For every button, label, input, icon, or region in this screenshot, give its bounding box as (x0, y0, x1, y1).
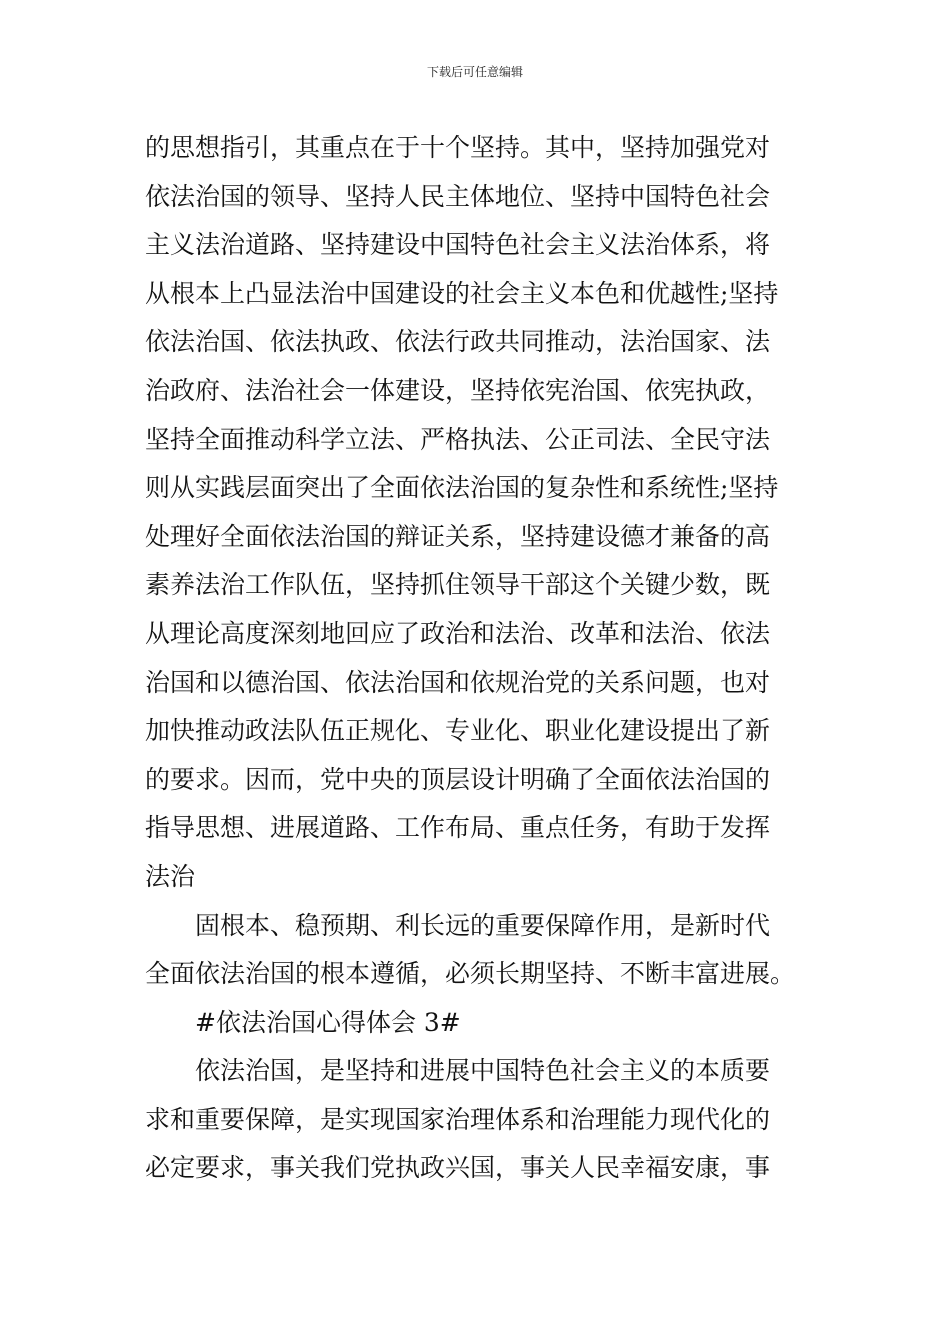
text-line: 从理论高度深刻地回应了政治和法治、改革和法治、依法 (145, 618, 771, 648)
text-line: 坚持全面推动科学立法、严格执法、公正司法、全民守法 (145, 424, 771, 454)
text-line: 的要求。因而，党中央的顶层设计明确了全面依法治国的 (145, 764, 771, 794)
text-line: 必定要求，事关我们党执政兴国，事关人民幸福安康，事 (145, 1153, 771, 1183)
text-line: 求和重要保障，是实现国家治理体系和治理能力现代化的 (145, 1104, 771, 1134)
text-line: 治国和以德治国、依法治国和依规治党的关系问题，也对 (145, 667, 771, 697)
text-line: 固根本、稳预期、利长远的重要保障作用，是新时代 (195, 910, 771, 940)
text-line: 加快推动政法队伍正规化、专业化、职业化建设提出了新 (145, 716, 771, 746)
text-line: 主义法治道路、坚持建设中国特色社会主义法治体系，将 (145, 230, 771, 260)
text-line: 全面依法治国的根本遵循，必须长期坚持、不断丰富进展。 (145, 959, 796, 989)
text-line: #依法治国心得体会 3# (195, 1007, 461, 1037)
text-line: 依法治国，是坚持和进展中国特色社会主义的本质要 (195, 1056, 771, 1086)
text-line: 依法治国、依法执政、依法行政共同推动，法治国家、法 (145, 327, 771, 357)
text-line: 治政府、法治社会一体建设，坚持依宪治国、依宪执政， (145, 375, 771, 405)
page-header: 下载后可任意编辑 (426, 65, 523, 79)
text-line: 素养法治工作队伍，坚持抓住领导干部这个关键少数，既 (145, 570, 771, 600)
text-line: 则从实践层面突出了全面依法治国的复杂性和系统性;坚持 (145, 473, 779, 503)
text-line: 的思想指引，其重点在于十个坚持。其中，坚持加强党对 (145, 133, 771, 162)
text-line: 依法治国的领导、坚持人民主体地位、坚持中国特色社会 (145, 181, 771, 211)
text-line: 处理好全面依法治国的辩证关系，坚持建设德才兼备的高 (145, 521, 771, 551)
text-line: 指导思想、进展道路、工作布局、重点任务，有助于发挥 (145, 813, 771, 843)
text-line: 从根本上凸显法治中国建设的社会主义本色和优越性;坚持 (145, 278, 779, 308)
text-line: 法治 (145, 861, 196, 891)
document-body (145, 124, 810, 1193)
